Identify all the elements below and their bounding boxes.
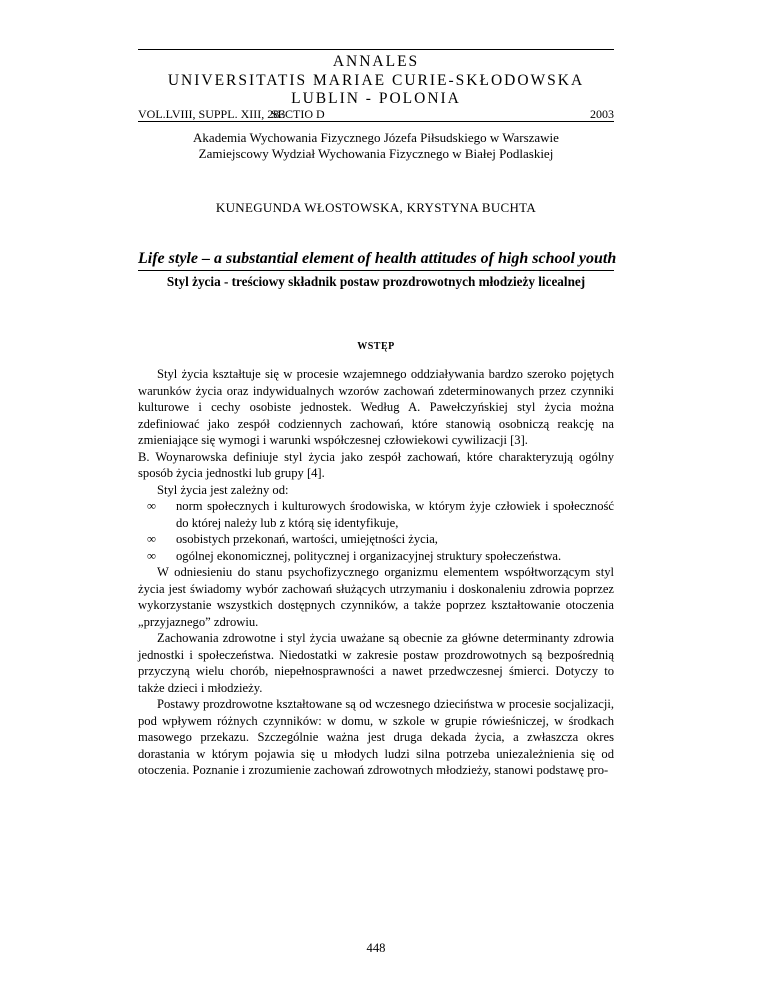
authors: KUNEGUNDA WŁOSTOWSKA, KRYSTYNA BUCHTA: [215, 200, 537, 215]
title-english: Life style – a substantial element of health attitudes of high school youth: [138, 250, 617, 267]
list-item-text: ogólnej ekonomicznej, politycznej i organizacyjnej struktury społeczeństwa.: [176, 548, 562, 563]
body-text: [138, 366, 614, 779]
list-item: [138, 531, 614, 548]
paragraph: Styl życia jest zależny od:: [157, 482, 289, 497]
volume-info: VOL.LVIII, SUPPL. XIII, 283: [138, 107, 286, 121]
infinity-bullet-icon: ∞: [147, 532, 156, 546]
paragraph: W odniesieniu do stanu psychofizycznego organizmu elementem współtworzącym styl życia jest świadomy wybór zachowań służących utrzymaniu i doskonaleniu zdrowia poprzez wykorzystanie wszystkich dostępnych czynników, a także poprzez kształtowanie otoczenia „przyjaznego” zdrowiu.: [138, 565, 614, 629]
header-bottom-rule: [138, 121, 614, 122]
list-item-text: norm społecznych i kulturowych środowiska, w którym żyje człowiek i społeczność do której należy lub z którą się identyfikuje,: [176, 499, 614, 530]
page-number: 448: [366, 941, 386, 955]
list-item-text: osobistych przekonań, wartości, umiejętności życia,: [176, 532, 438, 546]
infinity-bullet-icon: ∞: [147, 499, 156, 513]
title-polish: Styl życia - treściowy składnik postaw prozdrowotnych młodzieży licealnej: [166, 274, 586, 289]
paragraph: B. Woynarowska definiuje styl życia jako zespół zachowań, które charakteryzują ogólny sposób życia jednostki lub grupy [4].: [138, 449, 614, 480]
journal-location: LUBLIN - POLONIA: [291, 90, 461, 107]
journal-name-line-1: ANNALES: [332, 53, 420, 70]
list-item: [138, 548, 614, 565]
affiliation-line-2: Zamiejscowy Wydział Wychowania Fizycznego w Białej Podlaskiej: [198, 146, 554, 161]
section-heading: WSTĘP: [357, 341, 395, 352]
header-top-rule: [138, 49, 614, 50]
title-rule: [138, 270, 614, 271]
bullet-list: [138, 498, 614, 564]
section-info: SECTIO D: [271, 107, 325, 121]
paragraph: Styl życia kształtuje się w procesie wzajemnego oddziaływania bardzo szeroko pojętych warunków życia oraz indywidualnych wzorów zachowań zdeterminowanych przez czynniki kulturowe i cechy osobiste jednostek. Według A. Pawełczyńskiej styl życia można zdefiniować jako zespół codziennych zachowań, które stanowią osobniczą reakcję na zmieniające się wymogi i warunki współczesnej człowiekowi cywilizacji [3].: [138, 367, 614, 447]
paragraph: Zachowania zdrowotne i styl życia uważane są obecnie za główne determinanty zdrowia jednostki i społeczeństwa. Niedostatki w zakresie postaw prozdrowotnych są bezpośrednią przyczyną wielu chorób, niepełnosprawności a nawet przedwczesnej śmierci. Dotyczy to także dzieci i młodzieży.: [138, 631, 614, 695]
paragraph: Postawy prozdrowotne kształtowane są od wczesnego dzieciństwa w procesie socjalizacji, pod wpływem różnych czynników: w domu, w szkole w grupie rówieśniczej, w środkach masowego przekazu. Szczególnie ważna jest druga dekada życia, a zwłaszcza okres dorastania w którym pojawia się u młodych ludzi silna potrzeba uniezależnienia się od otoczenia. Poznanie i zrozumienie zachowań zdrowotnych młodzieży, stanowi podstawę pro-: [138, 697, 614, 777]
infinity-bullet-icon: ∞: [147, 548, 156, 563]
journal-name-line-2: UNIVERSITATIS MARIAE CURIE-SKŁODOWSKA: [167, 72, 585, 89]
year-info: 2003: [590, 107, 614, 121]
list-item: [138, 498, 614, 531]
affiliation-line-1: Akademia Wychowania Fizycznego Józefa Piłsudskiego w Warszawie: [193, 130, 559, 145]
